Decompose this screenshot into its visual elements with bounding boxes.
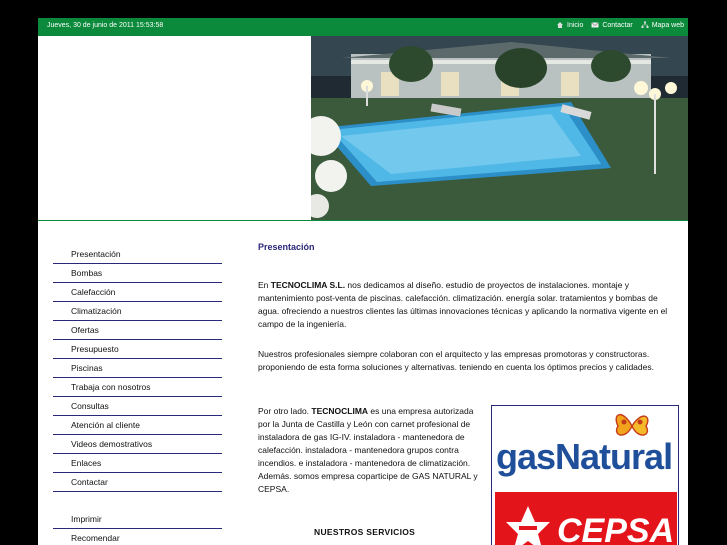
nav-item-ofertas[interactable] (53, 321, 222, 340)
cepsa-logo (495, 492, 677, 545)
current-date: Jueves, 30 de junio de 2011 15:53:58 (47, 22, 164, 29)
text-segment: nos dedicamos al diseño. estudio de proyectos de instalaciones. montaje y mantenimiento post-venta de piscinas. calefacción. climatización. energía solar. tratamientos y bombas de agua. ofreciendo a nuestros clientes las últimas innovaciones técnicas y aplicando la normativa vigente en el campo de la ingeniería. (258, 280, 668, 329)
services-heading: NUESTROS SERVICIOS (314, 527, 416, 537)
top-links (556, 21, 684, 29)
text-segment: Por otro lado. (258, 406, 312, 416)
contact-link[interactable] (591, 21, 632, 29)
nav-label: Recomendar (71, 533, 120, 543)
nav-label: Presentación (71, 249, 121, 259)
team-paragraph: Nuestros profesionales siempre colaboran con el arquitecto y las empresas promotoras y constructoras. proponiendo de esta forma soluciones y alternativas. teniendo en cuenta los óptimos precios y calidades. (258, 349, 654, 372)
sitemap-icon (641, 21, 649, 29)
nav-spacer (53, 492, 222, 510)
nav-label: Ofertas (71, 325, 99, 335)
nav-item-bombas[interactable] (53, 264, 222, 283)
home-icon (556, 21, 564, 29)
contact-link-label: Contactar (602, 21, 633, 29)
page-container (38, 18, 688, 545)
nav-label: Consultas (71, 401, 109, 411)
text-segment: En (258, 280, 271, 290)
nav-item-presentacion[interactable] (53, 245, 222, 264)
page-title: Presentación (258, 242, 315, 252)
pool-hero-image (311, 36, 688, 220)
nav-label: Contactar (71, 477, 108, 487)
sitemap-link-label: Mapa web (651, 21, 684, 29)
company-name: TECNOCLIMA S.L. (270, 280, 346, 290)
top-bar (38, 18, 688, 36)
nav-item-presupuesto[interactable] (53, 340, 222, 359)
nav-label: Trabaja con nosotros (71, 382, 151, 392)
text-segment: es una empresa autorizada por la Junta de Castilla y León con carnet profesional de instaladora de gas IG-IV. instaladora - mantenedora de calefacción. instaladora - mantenedora grupos contra incendios. e instaladora - mantenedora de climatización. Además. somos empresa coparticipe de GAS NATURAL y CEPSA. (258, 406, 478, 494)
nav-item-piscinas[interactable] (53, 359, 222, 378)
nav-item-enlaces[interactable] (53, 454, 222, 473)
home-link-label: Inicio (567, 21, 584, 29)
nav-item-consultas[interactable] (53, 397, 222, 416)
cepsa-star-icon (505, 504, 551, 545)
sitemap-link[interactable] (641, 21, 684, 29)
gas-natural-logo: gasNatural (496, 436, 673, 477)
nav-label: Piscinas (71, 363, 103, 373)
header-area (38, 36, 688, 220)
nav-item-atencion[interactable] (53, 416, 222, 435)
nav-label: Bombas (71, 268, 103, 278)
company-name: TECNOCLIMA (311, 406, 369, 416)
side-nav (53, 245, 222, 545)
nav-label: Videos demostrativos (71, 439, 153, 449)
nav-label: Presupuesto (71, 344, 119, 354)
nav-label: Atención al cliente (71, 420, 140, 430)
nav-label: Imprimir (71, 514, 102, 524)
recommend-link[interactable] (53, 529, 222, 545)
nav-item-climatizacion[interactable] (53, 302, 222, 321)
authorization-paragraph (258, 405, 478, 496)
nav-label: Calefacción (71, 287, 116, 297)
partner-logos (491, 405, 679, 545)
mail-icon (591, 21, 599, 29)
nav-item-videos[interactable] (53, 435, 222, 454)
header-divider (38, 220, 688, 221)
main-content (258, 240, 678, 537)
nav-item-contactar[interactable] (53, 473, 222, 492)
nav-item-calefaccion[interactable] (53, 283, 222, 302)
nav-label: Climatización (71, 306, 122, 316)
nav-item-trabaja[interactable] (53, 378, 222, 397)
home-link[interactable] (556, 21, 583, 29)
intro-paragraph (258, 279, 678, 331)
print-link[interactable] (53, 510, 222, 529)
nav-label: Enlaces (71, 458, 102, 468)
cepsa-wordmark: CEPSA (557, 512, 675, 545)
